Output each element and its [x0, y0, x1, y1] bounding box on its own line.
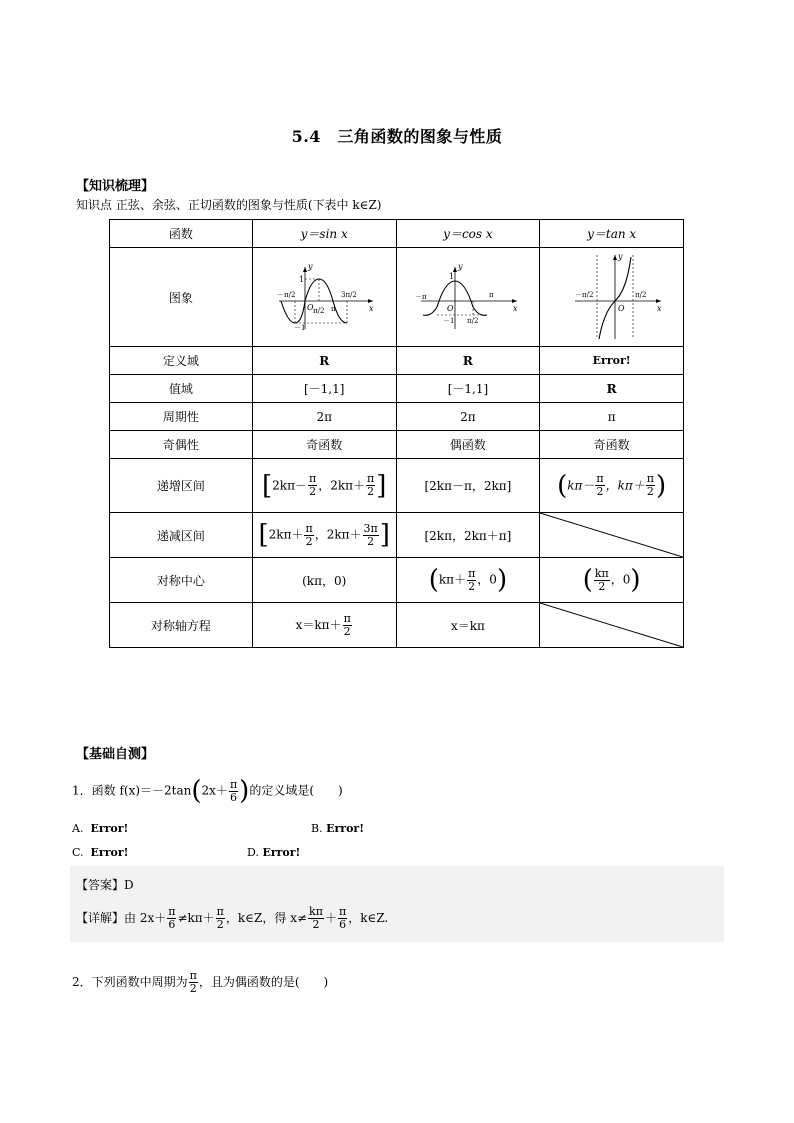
fraction [595, 473, 604, 498]
cos-half-pi-label: π/2 [466, 317, 479, 325]
answer-label: 【答案】D [76, 878, 134, 892]
inc-sin-mid: ，2kπ＋ [318, 478, 365, 492]
fraction [338, 906, 347, 931]
option-letter: B. [311, 822, 323, 835]
sin-half-pi-label: π/2 [313, 307, 325, 315]
fraction-den: 2 [646, 485, 654, 498]
diagonal-line [540, 603, 683, 647]
fraction [308, 906, 324, 931]
sin-graph [252, 248, 396, 347]
sin-origin-label: O [307, 303, 314, 312]
option-a[interactable] [72, 822, 128, 835]
cos-pi-label: π [488, 291, 494, 299]
fraction [167, 906, 176, 931]
center-tan [540, 558, 684, 603]
inc-sin-left: 2kπ－ [272, 478, 307, 492]
decreasing-tan-empty [540, 513, 684, 558]
option-text: Error! [90, 822, 129, 835]
option-text: Error! [90, 846, 129, 859]
q1-suffix: 的定义域是( ) [249, 783, 343, 798]
fraction-num: π [216, 905, 224, 918]
increasing-cos: [2kπ－π，2kπ] [396, 459, 540, 513]
fraction-num: 3π [363, 521, 378, 535]
decreasing-sin [252, 513, 396, 558]
tan-neg-half-pi-label: －π/2 [574, 291, 594, 299]
fraction-num: π [343, 611, 351, 625]
header-sin: y＝sin x [252, 220, 396, 248]
center-tan-right: ，0 [610, 572, 631, 587]
fraction-den: 2 [309, 485, 317, 498]
fraction-den: 6 [168, 918, 176, 931]
option-letter: A. [72, 822, 84, 835]
bracket-left: [ [262, 470, 273, 501]
fraction-num: kπ [309, 905, 323, 918]
increasing-tan [540, 459, 684, 513]
detail-mid3: ＋ [324, 911, 337, 925]
fraction [189, 970, 198, 995]
table-row-decreasing [110, 513, 684, 558]
sin-neg-half-pi-label: －π/2 [277, 291, 296, 299]
fraction-den: 2 [343, 624, 351, 638]
properties-table [109, 219, 684, 648]
dec-sin-mid: ，2kπ＋ [314, 527, 362, 542]
paren-right: ) [496, 565, 508, 595]
sin-curve-graph [269, 257, 379, 337]
bracket-left: [ [258, 520, 269, 550]
tan-graph [540, 248, 684, 347]
option-text: Error! [326, 822, 365, 835]
option-d[interactable] [247, 846, 300, 859]
axis-sin [252, 603, 396, 648]
fraction [366, 473, 375, 498]
tan-curve-graph [557, 251, 667, 343]
parity-tan: 奇函数 [540, 431, 684, 459]
fraction-num: π [229, 777, 238, 791]
paren-right: ) [630, 565, 641, 595]
parity-cos: 偶函数 [396, 431, 540, 459]
cos-neg-one-label: －1 [442, 317, 455, 325]
fraction-num: kπ [594, 566, 609, 580]
header-cos: y＝cos x [396, 220, 540, 248]
row-label-range: 值域 [110, 375, 253, 403]
option-text: Error! [262, 846, 301, 859]
q1-prefix: 1．函数 f(x)＝－2tan [72, 783, 192, 798]
decreasing-cos: [2kπ，2kπ＋π] [396, 513, 540, 558]
fraction-den: 2 [598, 579, 606, 593]
option-b[interactable] [311, 822, 364, 835]
domain-cos: R [396, 347, 540, 375]
fraction [343, 613, 352, 638]
table-row-domain [110, 347, 684, 375]
detail-mid1: ≠kπ＋ [177, 911, 215, 925]
range-cos: [－1,1] [396, 375, 540, 403]
period-sin: 2π [252, 403, 396, 431]
selftest-heading: 【基础自测】 [76, 747, 155, 762]
tan-y-label: y [617, 252, 623, 261]
page-title: 5.4 三角函数的图象与性质 [291, 127, 503, 146]
table-row-header [110, 220, 684, 248]
knowledge-intro: 知识点 正弦、余弦、正切函数的图象与性质(下表中 k∈Z) [76, 198, 382, 212]
cos-origin-label: O [446, 304, 454, 313]
q1-inner: 2x＋ [201, 783, 228, 798]
cos-graph [396, 248, 540, 347]
paren-left: ( [428, 565, 439, 595]
fraction [304, 523, 313, 548]
answer-box [70, 866, 724, 942]
inc-tan-mid: ，kπ＋ [605, 478, 645, 492]
fraction [229, 779, 238, 804]
row-label-axis: 对称轴方程 [110, 603, 253, 648]
period-cos: 2π [396, 403, 540, 431]
fraction [467, 568, 476, 593]
question-2 [72, 970, 328, 995]
paren-left: ( [191, 776, 202, 806]
answer-detail [76, 906, 388, 931]
table-row-center [110, 558, 684, 603]
period-tan: π [540, 403, 684, 431]
cos-one-label: 1 [448, 272, 454, 281]
fraction-den: 2 [596, 485, 604, 498]
bracket-right: ] [379, 520, 390, 550]
fraction-num: π [308, 472, 317, 485]
row-label-parity: 奇偶性 [110, 431, 253, 459]
question-1 [72, 778, 343, 804]
cos-y-label: y [457, 262, 463, 271]
sin-one-label: 1 [299, 275, 305, 284]
tan-x-label: x [656, 304, 662, 313]
paren-right: ) [239, 776, 250, 806]
domain-sin: R [252, 347, 396, 375]
tan-half-pi-label: π/2 [634, 291, 647, 299]
fraction-num: π [189, 969, 197, 982]
fraction-num: π [367, 472, 375, 485]
header-function: 函数 [110, 220, 253, 248]
range-sin: [－1,1] [252, 375, 396, 403]
q2-prefix: 2．下列函数中周期为 [72, 975, 188, 989]
knowledge-heading: 【知识梳理】 [76, 179, 155, 194]
cos-x-label: x [512, 304, 518, 313]
table-row-parity [110, 431, 684, 459]
sin-pi-label: π [331, 305, 336, 313]
fraction-den: 2 [367, 485, 375, 498]
fraction [308, 473, 317, 498]
cos-neg-pi-label: －π [414, 293, 427, 301]
fraction-den: 6 [230, 790, 238, 804]
header-tan: y＝tan x [540, 220, 684, 248]
paren-left: ( [557, 470, 568, 501]
table-row-increasing [110, 459, 684, 513]
cos-curve-graph [413, 257, 523, 337]
fraction-num: π [338, 905, 347, 918]
detail-mid2: ，k∈Z，得 x≠ [225, 911, 308, 925]
axis-sin-left: x＝kπ＋ [295, 617, 342, 632]
dec-sin-left: 2kπ＋ [268, 527, 304, 542]
table-row-axis [110, 603, 684, 648]
row-label-graph: 图象 [110, 248, 253, 347]
center-cos-left: kπ＋ [438, 572, 467, 587]
sin-x-label: x [369, 304, 374, 313]
parity-sin: 奇函数 [252, 431, 396, 459]
option-letter: C. [72, 846, 84, 859]
row-label-center: 对称中心 [110, 558, 253, 603]
table-row-range [110, 375, 684, 403]
center-sin: (kπ，0) [252, 558, 396, 603]
fraction-den: 2 [367, 534, 375, 548]
q2-suffix: ，且为偶函数的是( ) [198, 975, 329, 989]
fraction-num: π [596, 472, 604, 485]
detail-end: ，k∈Z. [348, 911, 389, 925]
axis-tan-empty [540, 603, 684, 648]
fraction-num: π [646, 472, 655, 485]
fraction-num: π [168, 905, 176, 918]
fraction [363, 523, 379, 548]
row-label-domain: 定义域 [110, 347, 253, 375]
table-row-graph [110, 248, 684, 347]
option-letter: D. [247, 846, 259, 859]
option-c[interactable] [72, 846, 128, 859]
fraction [594, 568, 610, 593]
center-cos-right: ，0 [477, 572, 497, 587]
diagonal-line [540, 513, 683, 557]
bracket-right: ] [376, 470, 387, 501]
fraction [646, 473, 655, 498]
fraction-den: 6 [339, 918, 347, 931]
fraction-den: 2 [189, 982, 197, 995]
axis-cos: x＝kπ [396, 603, 540, 648]
center-cos [396, 558, 540, 603]
domain-tan: Error! [540, 347, 684, 375]
inc-tan-left: kπ－ [567, 478, 595, 492]
sin-neg-one-label: －1 [294, 324, 306, 332]
fraction-den: 2 [216, 918, 224, 931]
fraction-den: 2 [468, 579, 476, 593]
sin-y-label: y [308, 262, 313, 271]
tan-origin-label: O [617, 304, 625, 313]
fraction-den: 2 [305, 534, 313, 548]
detail-prefix: 【详解】由 2x＋ [76, 911, 167, 925]
row-label-decreasing: 递减区间 [110, 513, 253, 558]
increasing-sin [252, 459, 396, 513]
fraction-num: π [305, 521, 313, 535]
row-label-period: 周期性 [110, 403, 253, 431]
range-tan: R [540, 375, 684, 403]
fraction-den: 2 [312, 918, 320, 931]
paren-left: ( [582, 565, 593, 595]
sin-three-half-pi-label: 3π/2 [341, 291, 358, 299]
row-label-increasing: 递增区间 [110, 459, 253, 513]
fraction [216, 906, 225, 931]
fraction-num: π [468, 566, 476, 580]
paren-right: ) [656, 470, 667, 501]
table-row-period [110, 403, 684, 431]
